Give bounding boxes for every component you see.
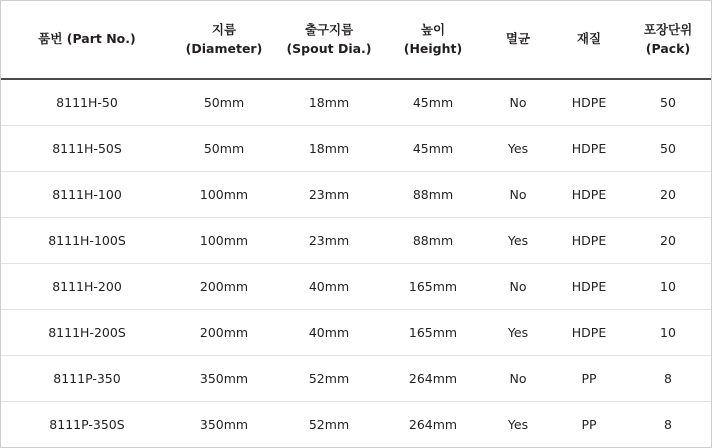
cell-height: 264mm	[408, 416, 458, 432]
cell-diameter: 350mm	[173, 355, 275, 401]
table-row	[1, 125, 711, 171]
table-row	[1, 401, 711, 447]
table-header	[1, 1, 711, 79]
column-header-sterilization-line1: 멸균	[505, 31, 531, 47]
column-header-pack-line1: 포장단위	[643, 22, 693, 38]
cell-height: 165mm	[383, 263, 483, 309]
cell-part-no: 8111H-50S	[1, 125, 173, 171]
cell-pack: 8	[625, 355, 711, 401]
cell-spout-dia: 23mm	[275, 217, 383, 263]
column-header-diameter-line2: (Diameter)	[185, 40, 263, 56]
cell-pack: 8	[664, 416, 672, 432]
cell-part-no: 8111H-200	[1, 263, 173, 309]
table-row	[1, 355, 711, 401]
cell-spout-dia: 18mm	[275, 125, 383, 171]
table-row	[1, 263, 711, 309]
cell-pack: 50	[625, 125, 711, 171]
cell-height: 88mm	[383, 217, 483, 263]
cell-part-no: 8111P-350	[1, 355, 173, 401]
column-header-spout-dia-line1: 출구지름	[304, 22, 354, 38]
cell-sterilization: No	[483, 263, 553, 309]
cell-height: 88mm	[383, 171, 483, 217]
column-header-part-no-line1: 품번 (Part No.)	[38, 31, 136, 47]
cell-sterilization: Yes	[483, 217, 553, 263]
cell-pack: 20	[625, 217, 711, 263]
column-header-height	[383, 1, 483, 79]
cell-diameter: 100mm	[173, 171, 275, 217]
column-header-pack	[625, 1, 711, 79]
cell-spout-dia: 23mm	[275, 171, 383, 217]
column-header-diameter	[173, 1, 275, 79]
cell-height: 45mm	[383, 79, 483, 125]
cell-sterilization: Yes	[483, 125, 553, 171]
cell-sterilization: No	[483, 171, 553, 217]
column-header-part-no	[1, 1, 173, 79]
cell-material: PP	[581, 416, 597, 432]
cell-diameter: 50mm	[173, 125, 275, 171]
cell-spout-dia: 52mm	[308, 416, 350, 432]
cell-diameter: 100mm	[173, 217, 275, 263]
column-header-sterilization	[483, 1, 553, 79]
cell-pack: 50	[625, 79, 711, 125]
cell-diameter: 50mm	[173, 79, 275, 125]
cell-spout-dia: 40mm	[275, 309, 383, 355]
column-header-diameter-line1: 지름	[211, 22, 237, 38]
column-header-material	[553, 1, 625, 79]
cell-part-no: 8111H-200S	[1, 309, 173, 355]
column-header-pack-line2: (Pack)	[645, 40, 691, 56]
cell-spout-dia: 52mm	[275, 355, 383, 401]
cell-part-no: 8111H-100S	[1, 217, 173, 263]
product-spec-table	[1, 1, 711, 447]
column-header-height-line2: (Height)	[403, 40, 463, 56]
column-header-spout-dia	[275, 1, 383, 79]
column-header-material-line1: 재질	[576, 31, 602, 47]
table-row	[1, 309, 711, 355]
cell-sterilization: No	[483, 79, 553, 125]
cell-diameter: 350mm	[199, 416, 249, 432]
cell-height: 264mm	[383, 355, 483, 401]
cell-material: HDPE	[553, 309, 625, 355]
cell-pack: 10	[625, 309, 711, 355]
column-header-height-line1: 높이	[420, 22, 446, 38]
cell-height: 45mm	[383, 125, 483, 171]
cell-height: 165mm	[383, 309, 483, 355]
cell-material: HDPE	[553, 263, 625, 309]
cell-diameter: 200mm	[173, 263, 275, 309]
cell-part-no: 8111H-50	[1, 79, 173, 125]
cell-material: HDPE	[553, 171, 625, 217]
cell-part-no: 8111H-100	[1, 171, 173, 217]
header-row	[1, 1, 711, 79]
cell-diameter: 200mm	[173, 309, 275, 355]
cell-material: HDPE	[553, 217, 625, 263]
cell-spout-dia: 18mm	[275, 79, 383, 125]
table-row	[1, 217, 711, 263]
cell-material: PP	[553, 355, 625, 401]
cell-spout-dia: 40mm	[275, 263, 383, 309]
table-body	[1, 79, 711, 447]
cell-pack: 20	[625, 171, 711, 217]
table-row	[1, 79, 711, 125]
cell-material: HDPE	[553, 125, 625, 171]
cell-material: HDPE	[553, 79, 625, 125]
table-row	[1, 171, 711, 217]
cell-sterilization: Yes	[507, 416, 529, 432]
column-header-spout-dia-line2: (Spout Dia.)	[286, 40, 372, 56]
cell-sterilization: Yes	[483, 309, 553, 355]
cell-part-no: 8111P-350S	[49, 416, 125, 432]
cell-pack: 10	[625, 263, 711, 309]
cell-sterilization: No	[483, 355, 553, 401]
